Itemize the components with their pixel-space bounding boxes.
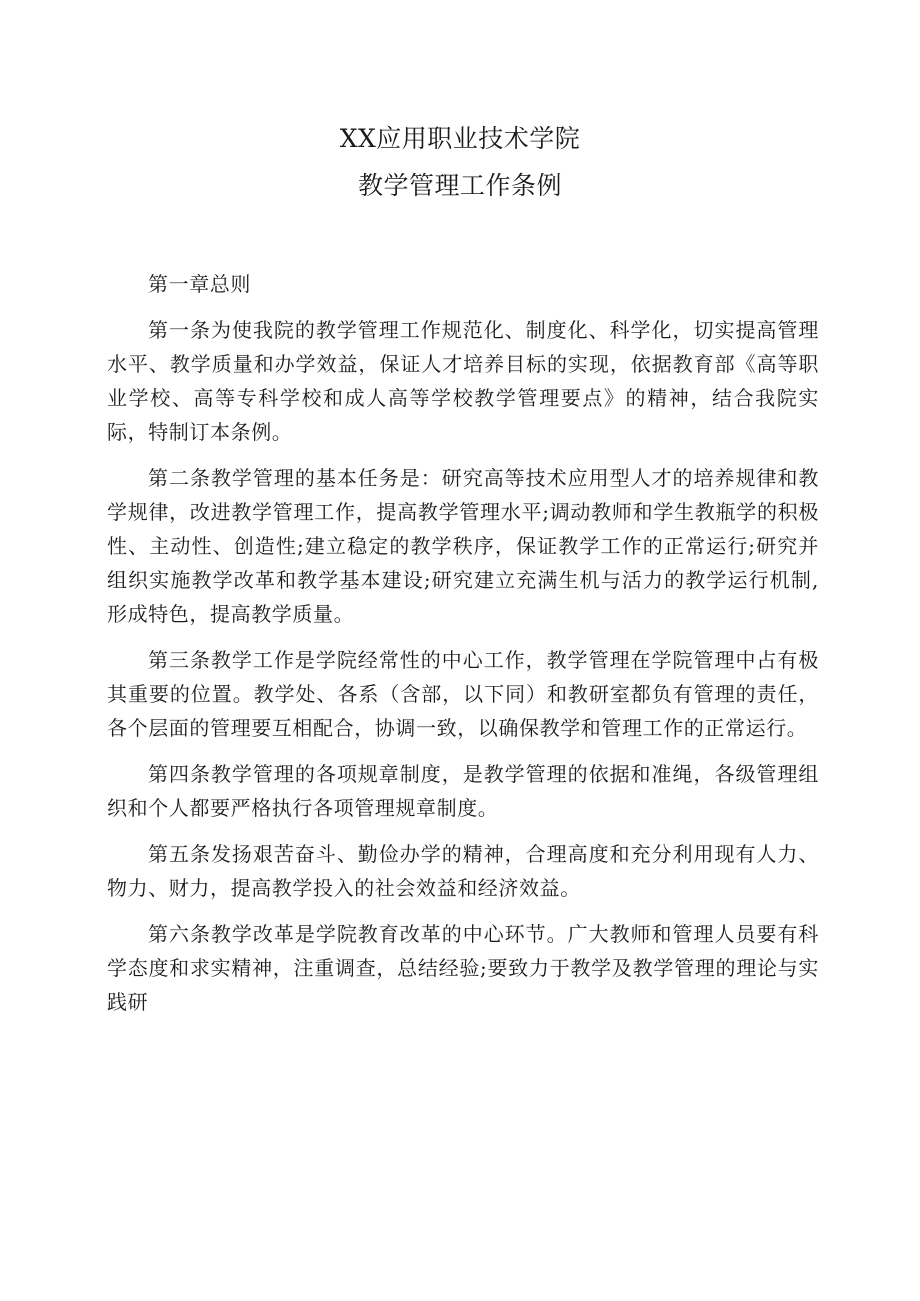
article-4: 第四条教学管理的各项规章制度，是教学管理的依据和准绳，各级管理组织和个人都要严格执行各项管理规章制度。 (107, 762, 819, 820)
document-title-institution: XX应用职业技术学院 (339, 124, 581, 153)
article-6: 第六条教学改革是学院教育改革的中心环节。广大教师和管理人员要有科学态度和求实精神，注重调查，总结经验;要致力于教学及教学管理的理论与实践研 (107, 922, 819, 1014)
article-2: 第二条教学管理的基本任务是：研究高等技术应用型人才的培养规律和教学规律，改进教学管理工作，提高教学管理水平;调动教师和学生教瓶学的积极性、主动性、创造性;建立稳定的教学秩序，保证教学工作的正常运行;研究并组织实施教学改革和教学基本建设;研究建立充满生机与活力的教学运行机制,形成特色，提高教学质量。 (107, 466, 819, 626)
article-1: 第一条为使我院的教学管理工作规范化、制度化、科学化，切实提高管理水平、教学质量和办学效益，保证人才培养目标的实现，依据教育部《高等职业学校、高等专科学校和成人高等学校教学管理要点》的精神，结合我院实际，特制订本条例。 (107, 318, 819, 444)
article-3: 第三条教学工作是学院经常性的中心工作，教学管理在学院管理中占有极其重要的位置。教学处、各系（含部，以下同）和教研室都负有管理的责任，各个层面的管理要互相配合，协调一致，以确保教学和管理工作的正常运行。 (107, 648, 819, 740)
document-body (107, 267, 819, 1031)
chapter-heading: 第一章总则 (148, 272, 251, 296)
document-title-regulation: 教学管理工作条例 (357, 171, 562, 200)
article-5: 第五条发扬艰苦奋斗、勤俭办学的精神，合理高度和充分利用现有人力、物力、财力，提高教学投入的社会效益和经济效益。 (107, 842, 819, 900)
